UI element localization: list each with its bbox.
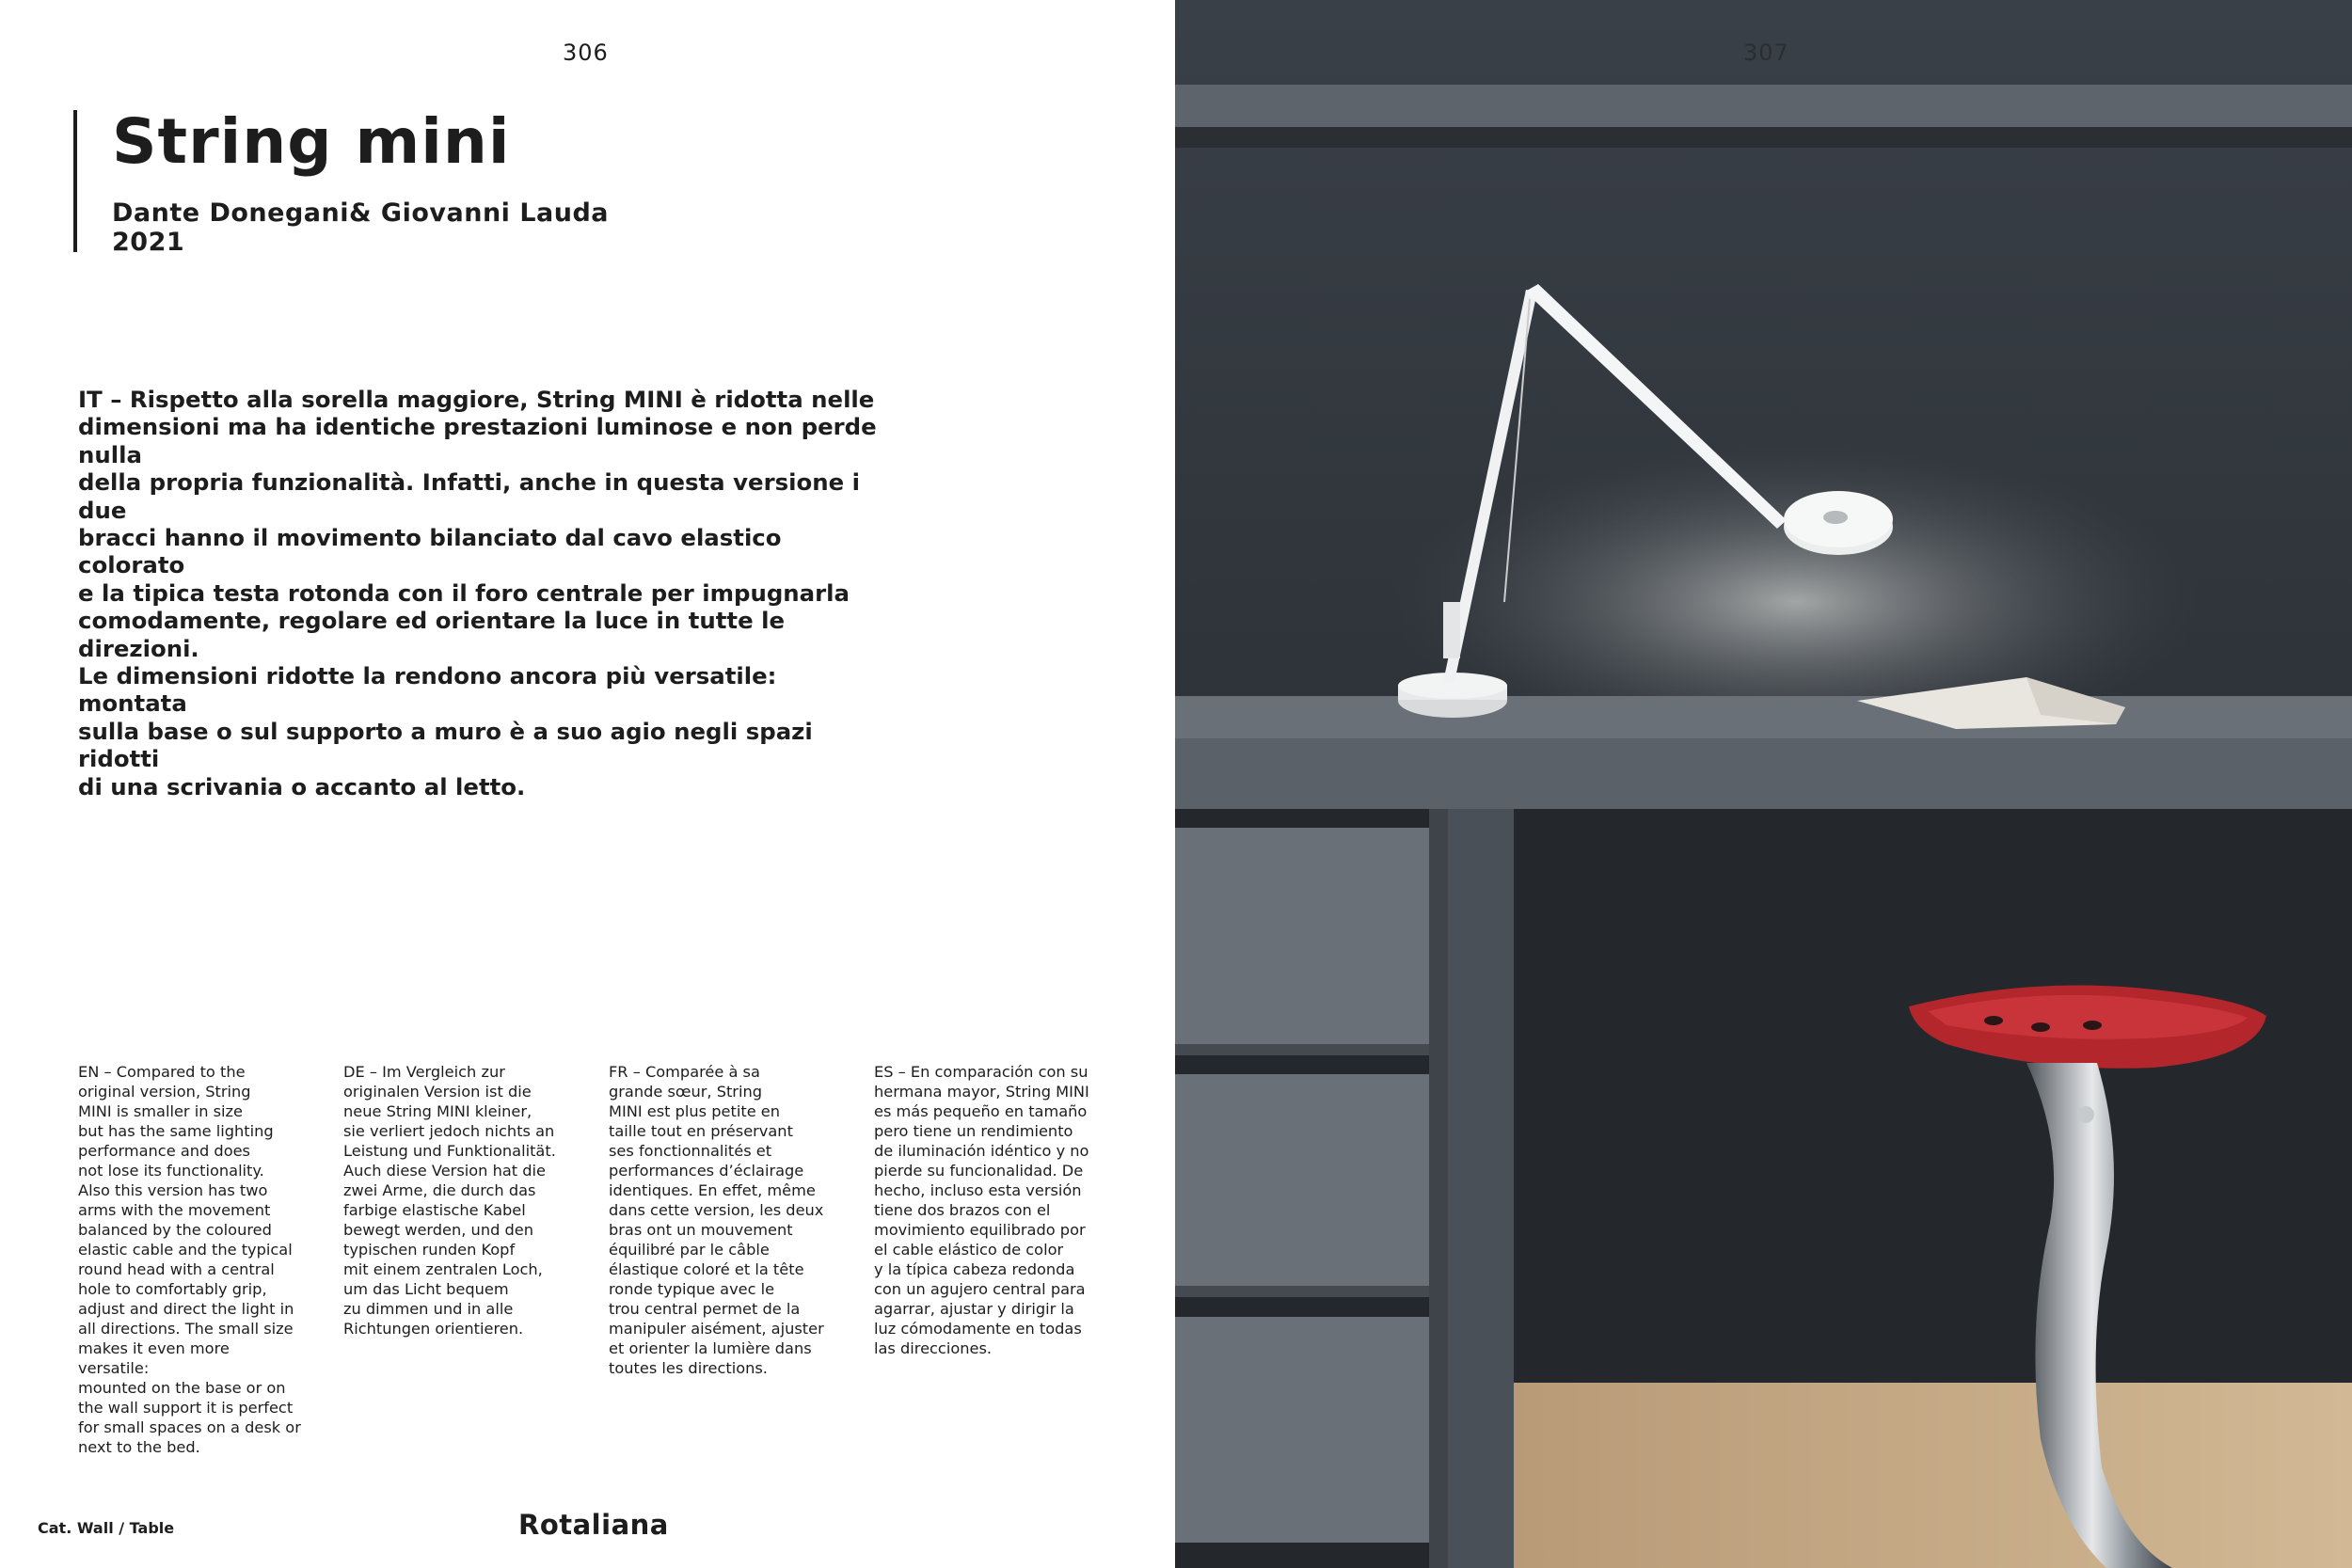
english-description: EN – Compared to the original version, String MINI is smaller in size but has the same lighting performance and does not lose its functionality. Also this version has two arms with the movement balanced by the coloured elastic cable and the typical round head with a central hole to comfortably grip, adjust and direct the light in all directions. The small size makes it even more versatile: mounted on the base or on the wall support it is perfect for small spaces on a desk or next to the bed. <box>78 1063 301 1456</box>
italian-description: IT – Rispetto alla sorella maggiore, String MINI è ridotta nelle dimensioni ma ha identiche prestazioni luminose e non perde nulla della propria funzionalità. Infatti, anche in questa versione i due bracci hanno il movimento bilanciato dal cavo elastico colorato e la tipica testa rotonda con il foro centrale per impugnarla comodamente, regolare ed orientare la luce in tutte le direzioni. Le dimensioni ridotte la rendono ancora più versatile: montata sulla base o sul supporto a muro è a suo agio negli spazi ridotti di una scrivania o accanto al letto. <box>78 386 877 800</box>
design-year: 2021 <box>112 228 185 257</box>
page-number: 306 <box>563 40 609 66</box>
spanish-description: ES – En comparación con su hermana mayor, String MINI es más pequeño en tamaño pero tiene un rendimiento de iluminación idéntico y no pierde su funcionalidad. De hecho, incluso esta versión tiene dos brazos con el movimiento equilibrado por el cable elástico de color y la típica cabeza redonda con un agujero central para agarrar, ajustar y dirigir la luz cómodamente en todas las direcciones. <box>874 1063 1089 1357</box>
designer-credit <box>112 198 609 257</box>
catalogue-category: Cat. Wall / Table <box>38 1519 175 1537</box>
designers-names: Dante Donegani& Giovanni Lauda <box>112 198 610 228</box>
french-description: FR – Comparée à sa grande sœur, String MINI est plus petite en taille tout en préservant ses fonctionnalités et performances d’éclairage identiques. En effet, même dans cette version, les deux bras ont un mouvement équilibré par le câble élastique coloré et la tête ronde typique avec le trou central permet de la manipuler aisément, ajuster et orienter la lumière dans toutes les directions. <box>609 1063 824 1377</box>
title-rule <box>73 110 77 252</box>
product-title: String mini <box>112 105 511 178</box>
german-description: DE – Im Vergleich zur originalen Version ist die neue String MINI kleiner, sie verliert jedoch nichts an Leistung und Funktionalität. Auch diese Version hat die zwei Arme, die durch das farbige elastische Kabel bewegt werden, und den typischen runden Kopf mit einem zentralen Loch, um das Licht bequem zu dimmen und in alle Richtungen orientieren. <box>343 1063 556 1338</box>
left-page <box>0 0 1175 1568</box>
product-photo <box>1175 0 2352 1568</box>
brand-name: Rotaliana <box>518 1509 669 1541</box>
room-scene-illustration <box>1175 0 2352 1568</box>
page-number: 307 <box>1743 40 1789 66</box>
